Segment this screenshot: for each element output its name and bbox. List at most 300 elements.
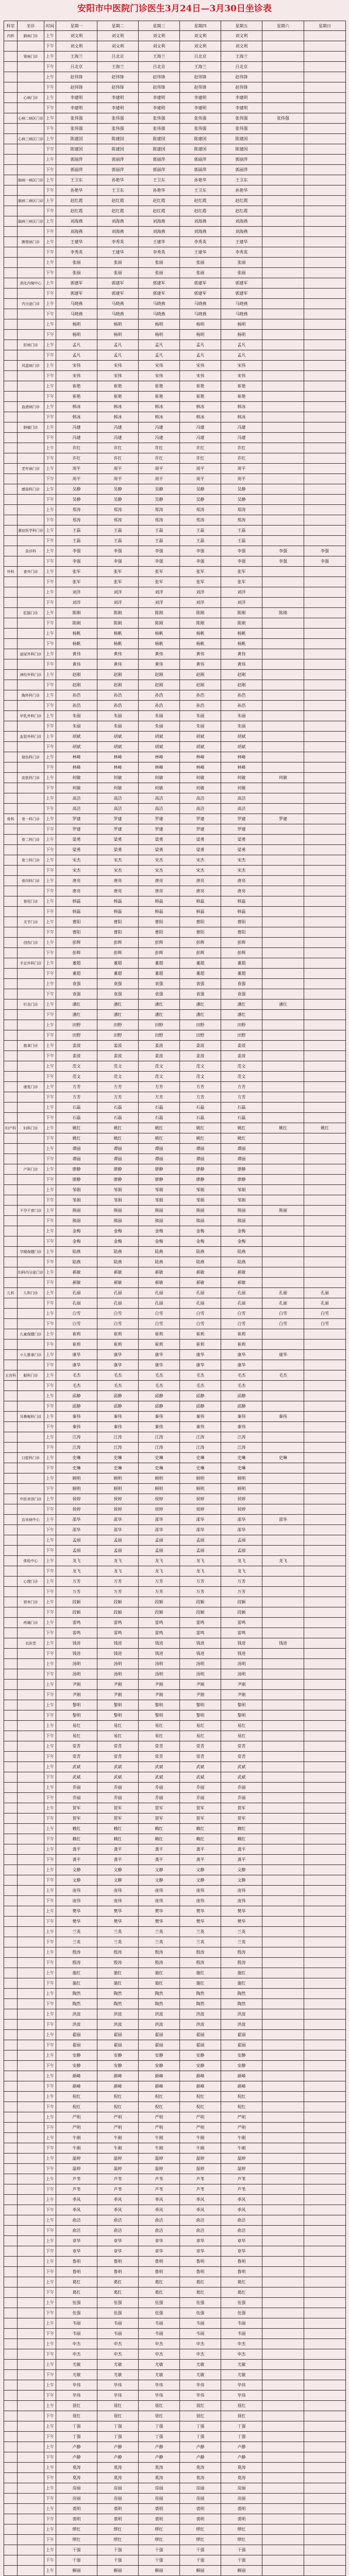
doctor-cell: 庞伟	[56, 1896, 97, 1906]
doctor-cell	[304, 1566, 346, 1577]
category-cell	[4, 206, 18, 216]
doctor-cell: 葛红	[97, 2287, 139, 2298]
session-cell: 下午	[44, 1999, 56, 2009]
doctor-cell	[304, 1762, 346, 1772]
category-cell	[4, 422, 18, 433]
doctor-cell: 康华	[97, 1350, 139, 1360]
doctor-cell: 唐亮	[180, 886, 221, 896]
session-cell: 下午	[44, 2391, 56, 2401]
doctor-cell: 孟凡	[221, 340, 262, 350]
doctor-cell	[262, 1968, 304, 1978]
doctor-cell: 尤敏	[180, 2360, 221, 2370]
doctor-cell	[304, 2246, 346, 2257]
clinic-cell	[18, 2494, 44, 2504]
doctor-cell: 庞伟	[56, 1886, 97, 1896]
doctor-cell: 聂红	[180, 2401, 221, 2411]
doctor-cell: 崔艳	[180, 392, 221, 402]
clinic-cell	[18, 1546, 44, 1556]
clinic-cell: 急诊科	[18, 546, 44, 556]
doctor-cell: 宋伟	[180, 371, 221, 381]
clinic-cell	[18, 2246, 44, 2257]
category-cell	[4, 577, 18, 587]
doctor-cell: 丁强	[221, 2421, 262, 2432]
clinic-cell: 肿瘤门诊	[18, 422, 44, 433]
doctor-cell: 侯婷	[221, 1504, 262, 1515]
doctor-cell	[304, 1814, 346, 1824]
category-cell	[4, 2349, 18, 2360]
doctor-cell: 芦苇	[56, 2174, 97, 2184]
category-cell	[4, 2226, 18, 2236]
doctor-cell: 汤明	[97, 1669, 139, 1680]
category-cell	[4, 762, 18, 773]
doctor-cell: 熊丽	[97, 1216, 139, 1226]
doctor-cell	[304, 1865, 346, 1875]
category-cell	[4, 2020, 18, 2030]
doctor-cell	[262, 62, 304, 72]
doctor-cell	[262, 2349, 304, 2360]
doctor-cell	[262, 1793, 304, 1803]
doctor-cell: 姚红	[97, 1123, 139, 1133]
table-row	[4, 1978, 346, 1989]
doctor-cell: 毕伟	[139, 2380, 180, 2391]
table-row	[4, 41, 346, 52]
doctor-cell	[304, 608, 346, 618]
doctor-cell: 高洁	[180, 804, 221, 814]
clinic-cell	[18, 2071, 44, 2081]
doctor-cell: 杨明	[221, 330, 262, 340]
table-row	[4, 2339, 346, 2349]
session-cell: 上午	[44, 2277, 56, 2287]
clinic-cell	[18, 2257, 44, 2267]
category-cell	[4, 1947, 18, 1958]
doctor-cell	[262, 216, 304, 227]
doctor-cell: 邹娟	[139, 1185, 180, 1195]
doctor-cell	[262, 2030, 304, 2040]
doctor-cell: 廖静	[221, 1164, 262, 1175]
table-row	[4, 2112, 346, 2123]
doctor-cell	[304, 2391, 346, 2401]
category-cell	[4, 1473, 18, 1484]
doctor-cell: 武斌	[56, 1762, 97, 1772]
doctor-cell	[304, 1937, 346, 1947]
doctor-cell: 文静	[221, 1875, 262, 1886]
session-cell: 下午	[44, 62, 56, 72]
doctor-cell: 孔丽	[180, 1288, 221, 1298]
doctor-cell: 林峰	[56, 762, 97, 773]
doctor-cell	[262, 2081, 304, 2092]
doctor-cell: 杨明	[221, 319, 262, 330]
clinic-cell	[18, 350, 44, 361]
doctor-cell: 严明	[97, 2123, 139, 2133]
doctor-cell	[262, 1051, 304, 1061]
doctor-cell: 郑涛	[139, 515, 180, 526]
doctor-cell: 姜波	[221, 1041, 262, 1051]
doctor-cell: 安静	[139, 2050, 180, 2061]
doctor-cell: 吕北京	[139, 62, 180, 72]
doctor-cell: 安静	[221, 2061, 262, 2071]
category-cell	[4, 2483, 18, 2494]
doctor-cell	[262, 1824, 304, 1834]
session-cell: 下午	[44, 103, 56, 113]
doctor-cell: 冯建	[139, 433, 180, 443]
doctor-cell: 陈建国	[97, 134, 139, 144]
doctor-cell: 宋伟	[97, 371, 139, 381]
doctor-cell: 龙飞	[180, 1566, 221, 1577]
session-cell: 上午	[44, 835, 56, 845]
category-cell	[4, 515, 18, 526]
category-cell	[4, 361, 18, 371]
doctor-cell	[304, 1731, 346, 1741]
doctor-cell: 郭建军	[97, 289, 139, 299]
category-cell	[4, 1247, 18, 1257]
doctor-cell: 梁勇	[180, 835, 221, 845]
table-row	[4, 196, 346, 206]
doctor-cell: 高洁	[97, 804, 139, 814]
doctor-cell: 侯婷	[180, 1504, 221, 1515]
doctor-cell: 易红	[139, 1731, 180, 1741]
clinic-cell	[18, 381, 44, 392]
session-cell: 下午	[44, 1051, 56, 1061]
doctor-cell: 雷鸣	[56, 1618, 97, 1628]
session-cell: 上午	[44, 2236, 56, 2246]
doctor-cell: 袁强	[180, 989, 221, 999]
category-cell	[4, 2164, 18, 2174]
clinic-cell: 产科门诊	[18, 1164, 44, 1175]
doctor-cell: 何敏	[180, 773, 221, 783]
doctor-cell: 王磊	[139, 526, 180, 536]
table-row	[4, 649, 346, 659]
doctor-cell	[304, 1927, 346, 1937]
doctor-cell: 唐亮	[139, 886, 180, 896]
doctor-cell: 干强	[221, 2555, 262, 2566]
category-cell	[4, 2030, 18, 2040]
table-row	[4, 1669, 346, 1680]
doctor-cell	[304, 721, 346, 732]
table-row	[4, 2236, 346, 2246]
doctor-cell: 康华	[180, 1360, 221, 1370]
doctor-cell: 杨帆	[180, 639, 221, 649]
category-cell	[4, 93, 18, 103]
doctor-cell: 朱丽	[139, 711, 180, 721]
doctor-cell: 孙浩	[97, 701, 139, 711]
doctor-cell: 周平	[180, 464, 221, 474]
table-row	[4, 680, 346, 690]
table-row	[4, 2246, 346, 2257]
doctor-cell	[262, 402, 304, 412]
doctor-cell: 赖红	[180, 1824, 221, 1834]
session-cell: 下午	[44, 433, 56, 443]
session-cell: 上午	[44, 2154, 56, 2164]
session-cell: 下午	[44, 1113, 56, 1123]
table-row	[4, 309, 346, 319]
doctor-cell	[304, 247, 346, 258]
doctor-cell	[304, 2463, 346, 2473]
doctor-cell: 郭丽萍	[97, 155, 139, 165]
doctor-cell	[262, 2050, 304, 2061]
doctor-cell: 胡斌	[180, 742, 221, 752]
session-cell: 上午	[44, 31, 56, 41]
clinic-cell: 脑病二病区门诊	[18, 196, 44, 206]
doctor-cell: 丁强	[97, 2421, 139, 2432]
doctor-cell: 卢静	[221, 2452, 262, 2463]
doctor-cell	[304, 845, 346, 855]
doctor-cell	[304, 1772, 346, 1783]
doctor-cell: 易红	[221, 1721, 262, 1731]
doctor-cell: 伍强	[97, 2298, 139, 2308]
table-row	[4, 1082, 346, 1092]
category-cell	[4, 1659, 18, 1669]
session-cell: 上午	[44, 422, 56, 433]
session-cell: 下午	[44, 1257, 56, 1267]
table-row	[4, 361, 346, 371]
doctor-cell	[304, 2102, 346, 2112]
session-cell: 下午	[44, 1195, 56, 1206]
doctor-cell: 龚平	[139, 1844, 180, 1855]
table-row	[4, 1834, 346, 1844]
doctor-cell: 孟凡	[97, 340, 139, 350]
session-cell: 下午	[44, 886, 56, 896]
doctor-cell: 温婷	[139, 2154, 180, 2164]
category-cell	[4, 1164, 18, 1175]
category-cell	[4, 1453, 18, 1463]
doctor-cell: 冯建	[139, 422, 180, 433]
doctor-cell: 武斌	[97, 1772, 139, 1783]
session-cell: 上午	[44, 1577, 56, 1587]
doctor-cell: 葛红	[180, 2277, 221, 2287]
doctor-cell: 洪波	[139, 2009, 180, 2020]
table-row	[4, 1968, 346, 1978]
doctor-cell: 范文	[139, 1061, 180, 1072]
category-cell	[4, 433, 18, 443]
session-cell: 下午	[44, 804, 56, 814]
session-cell: 上午	[44, 896, 56, 907]
doctor-cell	[262, 1216, 304, 1226]
doctor-cell	[262, 1710, 304, 1721]
doctor-cell: 朱丽	[56, 721, 97, 732]
doctor-cell: 康华	[221, 1350, 262, 1360]
doctor-cell: 范文	[97, 1061, 139, 1072]
doctor-cell	[262, 1947, 304, 1958]
doctor-cell: 秦伟	[139, 1412, 180, 1422]
doctor-cell: 张丽	[97, 268, 139, 278]
table-row	[4, 979, 346, 989]
doctor-cell: 陈刚	[221, 618, 262, 629]
doctor-cell: 颜峰	[56, 2071, 97, 2081]
doctor-cell: 文静	[139, 1875, 180, 1886]
doctor-cell	[262, 1401, 304, 1412]
doctor-cell: 邵华	[180, 1515, 221, 1525]
session-cell: 下午	[44, 1587, 56, 1597]
doctor-cell: 施红	[97, 1968, 139, 1978]
doctor-cell: 郭建军	[56, 289, 97, 299]
doctor-cell: 文静	[139, 1865, 180, 1875]
doctor-cell: 石磊	[180, 1113, 221, 1123]
doctor-cell: 李强	[262, 556, 304, 567]
session-cell: 上午	[44, 1535, 56, 1546]
table-row	[4, 1267, 346, 1278]
session-cell: 下午	[44, 2473, 56, 2483]
doctor-cell	[304, 474, 346, 484]
doctor-cell	[304, 2504, 346, 2514]
doctor-cell: 彭辉	[56, 948, 97, 958]
category-cell	[4, 1319, 18, 1329]
table-row	[4, 1958, 346, 1968]
doctor-cell: 俞洁	[56, 2215, 97, 2226]
table-row	[4, 1113, 346, 1123]
doctor-cell: 赵伟锋	[221, 82, 262, 93]
doctor-cell: 董超	[56, 969, 97, 979]
doctor-cell: 秦伟	[139, 1422, 180, 1432]
category-cell	[4, 1710, 18, 1721]
doctor-cell: 郝敏	[180, 1278, 221, 1288]
session-cell: 下午	[44, 1278, 56, 1288]
doctor-cell: 郭丽萍	[221, 155, 262, 165]
doctor-cell: 毛杰	[221, 1370, 262, 1381]
doctor-cell: 段颖	[139, 1607, 180, 1618]
doctor-cell	[262, 1896, 304, 1906]
doctor-cell: 施红	[139, 1978, 180, 1989]
table-row	[4, 1453, 346, 1463]
clinic-cell: 耳鼻喉科门诊	[18, 1412, 44, 1422]
doctor-cell: 钱进	[262, 1638, 304, 1649]
doctor-cell: 潘红	[180, 999, 221, 1010]
doctor-cell: 刘洋	[221, 598, 262, 608]
table-row	[4, 659, 346, 670]
category-cell: 五官科	[4, 1370, 18, 1381]
doctor-cell: 武斌	[221, 1772, 262, 1783]
doctor-cell: 唐亮	[139, 876, 180, 886]
doctor-cell	[304, 1999, 346, 2009]
doctor-cell	[262, 2329, 304, 2339]
doctor-cell	[304, 2267, 346, 2277]
doctor-cell: 鲁明	[56, 2257, 97, 2267]
doctor-cell: 兰英	[139, 1937, 180, 1947]
category-cell	[4, 1216, 18, 1226]
table-row	[4, 93, 346, 103]
category-cell	[4, 1412, 18, 1422]
doctor-cell: 庞伟	[97, 1886, 139, 1896]
doctor-cell	[262, 567, 304, 577]
doctor-cell	[262, 2339, 304, 2349]
doctor-cell	[304, 680, 346, 690]
doctor-cell: 乔丽	[97, 1783, 139, 1793]
category-cell	[4, 2009, 18, 2020]
category-cell	[4, 855, 18, 866]
doctor-cell	[304, 1463, 346, 1473]
doctor-cell: 陆燕	[139, 1247, 180, 1257]
doctor-cell: 杨明	[139, 330, 180, 340]
doctor-cell: 方芳	[180, 1082, 221, 1092]
table-row	[4, 886, 346, 896]
category-cell	[4, 103, 18, 113]
session-cell: 下午	[44, 247, 56, 258]
session-cell: 上午	[44, 1391, 56, 1401]
schedule-table	[4, 21, 346, 2576]
category-cell	[4, 1072, 18, 1082]
table-header	[4, 21, 346, 31]
clinic-cell: 消化内镜中心	[18, 278, 44, 289]
category-cell	[4, 165, 18, 175]
doctor-cell: 兰英	[180, 1937, 221, 1947]
doctor-cell	[304, 1587, 346, 1597]
doctor-cell: 李建明	[180, 103, 221, 113]
doctor-cell: 陆燕	[139, 1257, 180, 1267]
session-cell: 上午	[44, 814, 56, 824]
doctor-cell: 梁勇	[180, 845, 221, 855]
doctor-cell: 翟丽	[180, 2030, 221, 2040]
session-cell: 上午	[44, 732, 56, 742]
category-cell	[4, 185, 18, 196]
doctor-cell	[262, 1700, 304, 1710]
session-cell: 上午	[44, 1762, 56, 1772]
doctor-cell: 邱静	[139, 1401, 180, 1412]
doctor-cell	[262, 1473, 304, 1484]
doctor-cell: 鲁明	[97, 2267, 139, 2277]
doctor-cell	[262, 1855, 304, 1865]
table-row	[4, 1432, 346, 1443]
doctor-cell: 高洁	[139, 793, 180, 804]
doctor-cell: 周平	[180, 474, 221, 484]
doctor-cell: 方芳	[180, 1092, 221, 1103]
doctor-cell	[304, 1968, 346, 1978]
doctor-cell: 季风	[139, 2195, 180, 2205]
doctor-cell: 罗建	[221, 824, 262, 835]
doctor-cell: 万芳	[139, 1587, 180, 1597]
clinic-cell: 孕期保健门诊	[18, 1247, 44, 1257]
clinic-cell: 营养门诊	[18, 1597, 44, 1607]
doctor-cell: 章华	[97, 2246, 139, 2257]
doctor-cell: 武斌	[221, 1762, 262, 1772]
doctor-cell: 宋杰	[180, 855, 221, 866]
session-cell: 上午	[44, 175, 56, 185]
doctor-cell	[304, 1247, 346, 1257]
category-cell	[4, 1978, 18, 1989]
doctor-cell	[262, 2504, 304, 2514]
table-row	[4, 2370, 346, 2380]
session-cell: 下午	[44, 2535, 56, 2545]
doctor-cell	[304, 2236, 346, 2246]
doctor-cell: 陈建国	[56, 144, 97, 155]
doctor-cell: 赵刚	[180, 670, 221, 680]
category-cell	[4, 124, 18, 134]
doctor-cell: 龚平	[180, 1844, 221, 1855]
session-cell: 下午	[44, 2452, 56, 2463]
doctor-cell: 裘明	[139, 2514, 180, 2524]
doctor-cell	[262, 72, 304, 82]
category-cell	[4, 155, 18, 165]
doctor-cell: 顾明	[56, 1484, 97, 1494]
session-cell: 上午	[44, 1350, 56, 1360]
doctor-cell: 龚平	[56, 1855, 97, 1865]
doctor-cell	[304, 1834, 346, 1844]
doctor-cell: 庞伟	[139, 1886, 180, 1896]
doctor-cell: 赵红霞	[139, 196, 180, 206]
session-cell: 上午	[44, 999, 56, 1010]
doctor-cell: 刘海燕	[139, 216, 180, 227]
doctor-cell	[262, 2092, 304, 2102]
doctor-cell	[262, 1958, 304, 1968]
clinic-cell	[18, 1154, 44, 1164]
doctor-cell: 裘明	[56, 2504, 97, 2514]
clinic-cell: 骨四科门诊	[18, 876, 44, 886]
doctor-cell: 邵华	[97, 1525, 139, 1535]
session-cell: 下午	[44, 2226, 56, 2236]
doctor-cell: 毛杰	[56, 1381, 97, 1391]
category-cell	[4, 979, 18, 989]
doctor-cell: 金梅	[221, 1226, 262, 1236]
table-row	[4, 1257, 346, 1267]
doctor-cell: 潘红	[56, 1010, 97, 1020]
